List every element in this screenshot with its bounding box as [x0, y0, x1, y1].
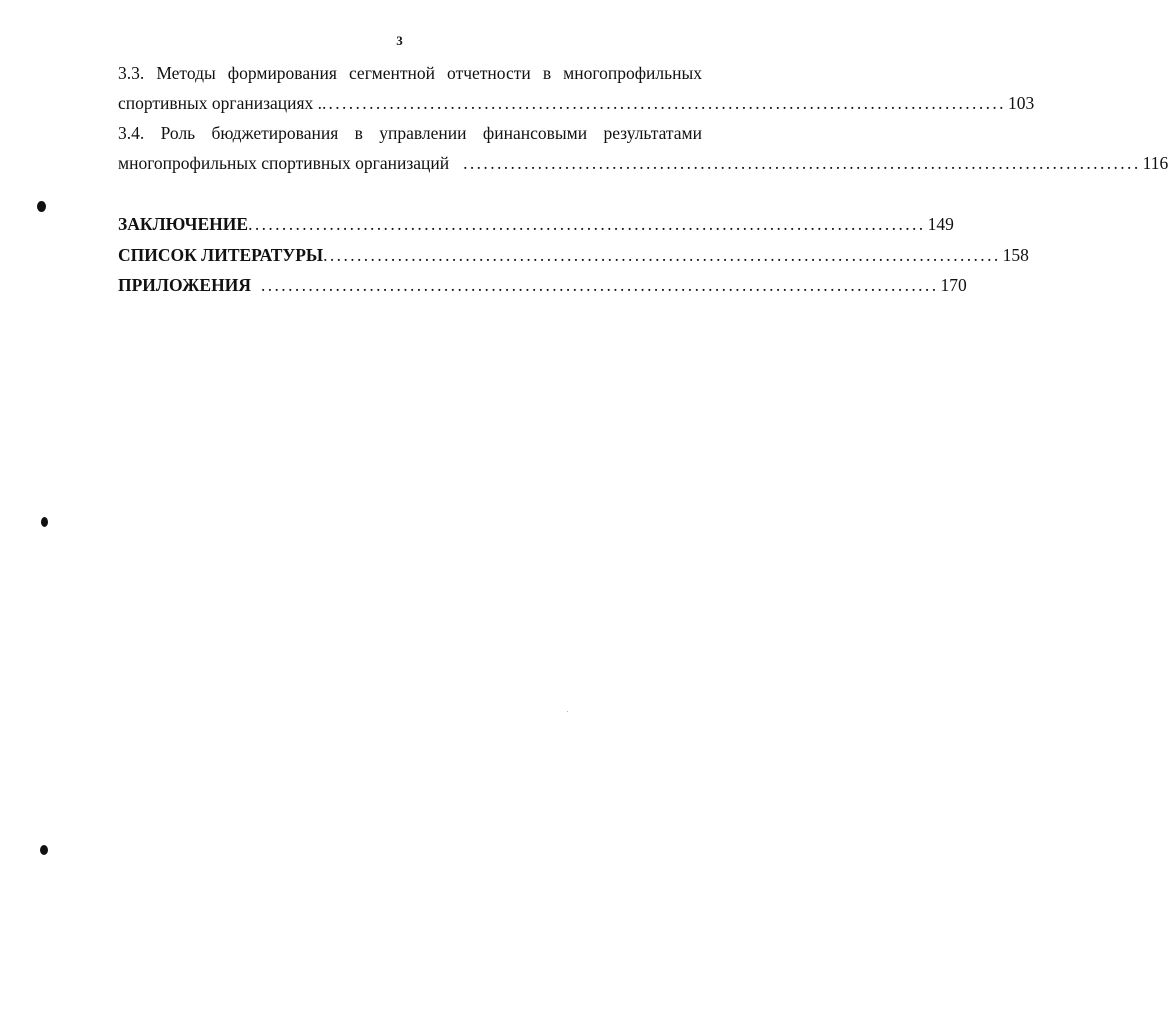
toc-page-number: 149: [927, 214, 954, 234]
toc-entry-title: ЗАКЛЮЧЕНИЕ: [118, 214, 249, 234]
toc-entry-title-line-1: 3.4. Роль бюджетирования в управлении финансовыми результатами: [118, 123, 702, 143]
toc-entry-title-line-1: 3.3. Методы формирования сегментной отчетности в многопрофильных: [118, 63, 702, 83]
toc-page-number: 170: [940, 275, 967, 295]
dot-leader: ....................................................................................................: [328, 93, 1006, 113]
scan-speck: [567, 711, 568, 712]
toc-entry-conclusion[interactable]: [118, 209, 954, 239]
toc-page-number: 116: [1142, 153, 1168, 173]
page-number: 3: [396, 33, 403, 48]
scan-hole-mark-top: [37, 201, 46, 212]
toc-entry-title-line-2: многопрофильных спортивных организаций: [118, 153, 450, 173]
toc-page-number: 158: [1002, 245, 1029, 265]
toc-page-number: 103: [1007, 93, 1035, 113]
toc-entry-3-4[interactable]: [118, 118, 1168, 178]
toc-entry-title: СПИСОК ЛИТЕРАТУРЫ: [118, 245, 324, 265]
toc-entry-appendices[interactable]: [118, 270, 967, 300]
toc-entry-references[interactable]: [118, 240, 1029, 270]
toc-entry-3-3[interactable]: [118, 58, 1035, 118]
toc-entry-title-line-2: спортивных организациях ..: [118, 93, 327, 113]
scan-hole-mark-bottom: [40, 845, 48, 855]
dot-leader: ....................................................................................................: [248, 214, 926, 234]
scan-hole-mark-middle: [41, 517, 48, 527]
dot-leader: ....................................................................................................: [463, 153, 1141, 173]
toc-entry-title: ПРИЛОЖЕНИЯ: [118, 275, 251, 295]
dot-leader: ....................................................................................................: [323, 245, 1001, 265]
dot-leader: ....................................................................................................: [260, 275, 939, 295]
